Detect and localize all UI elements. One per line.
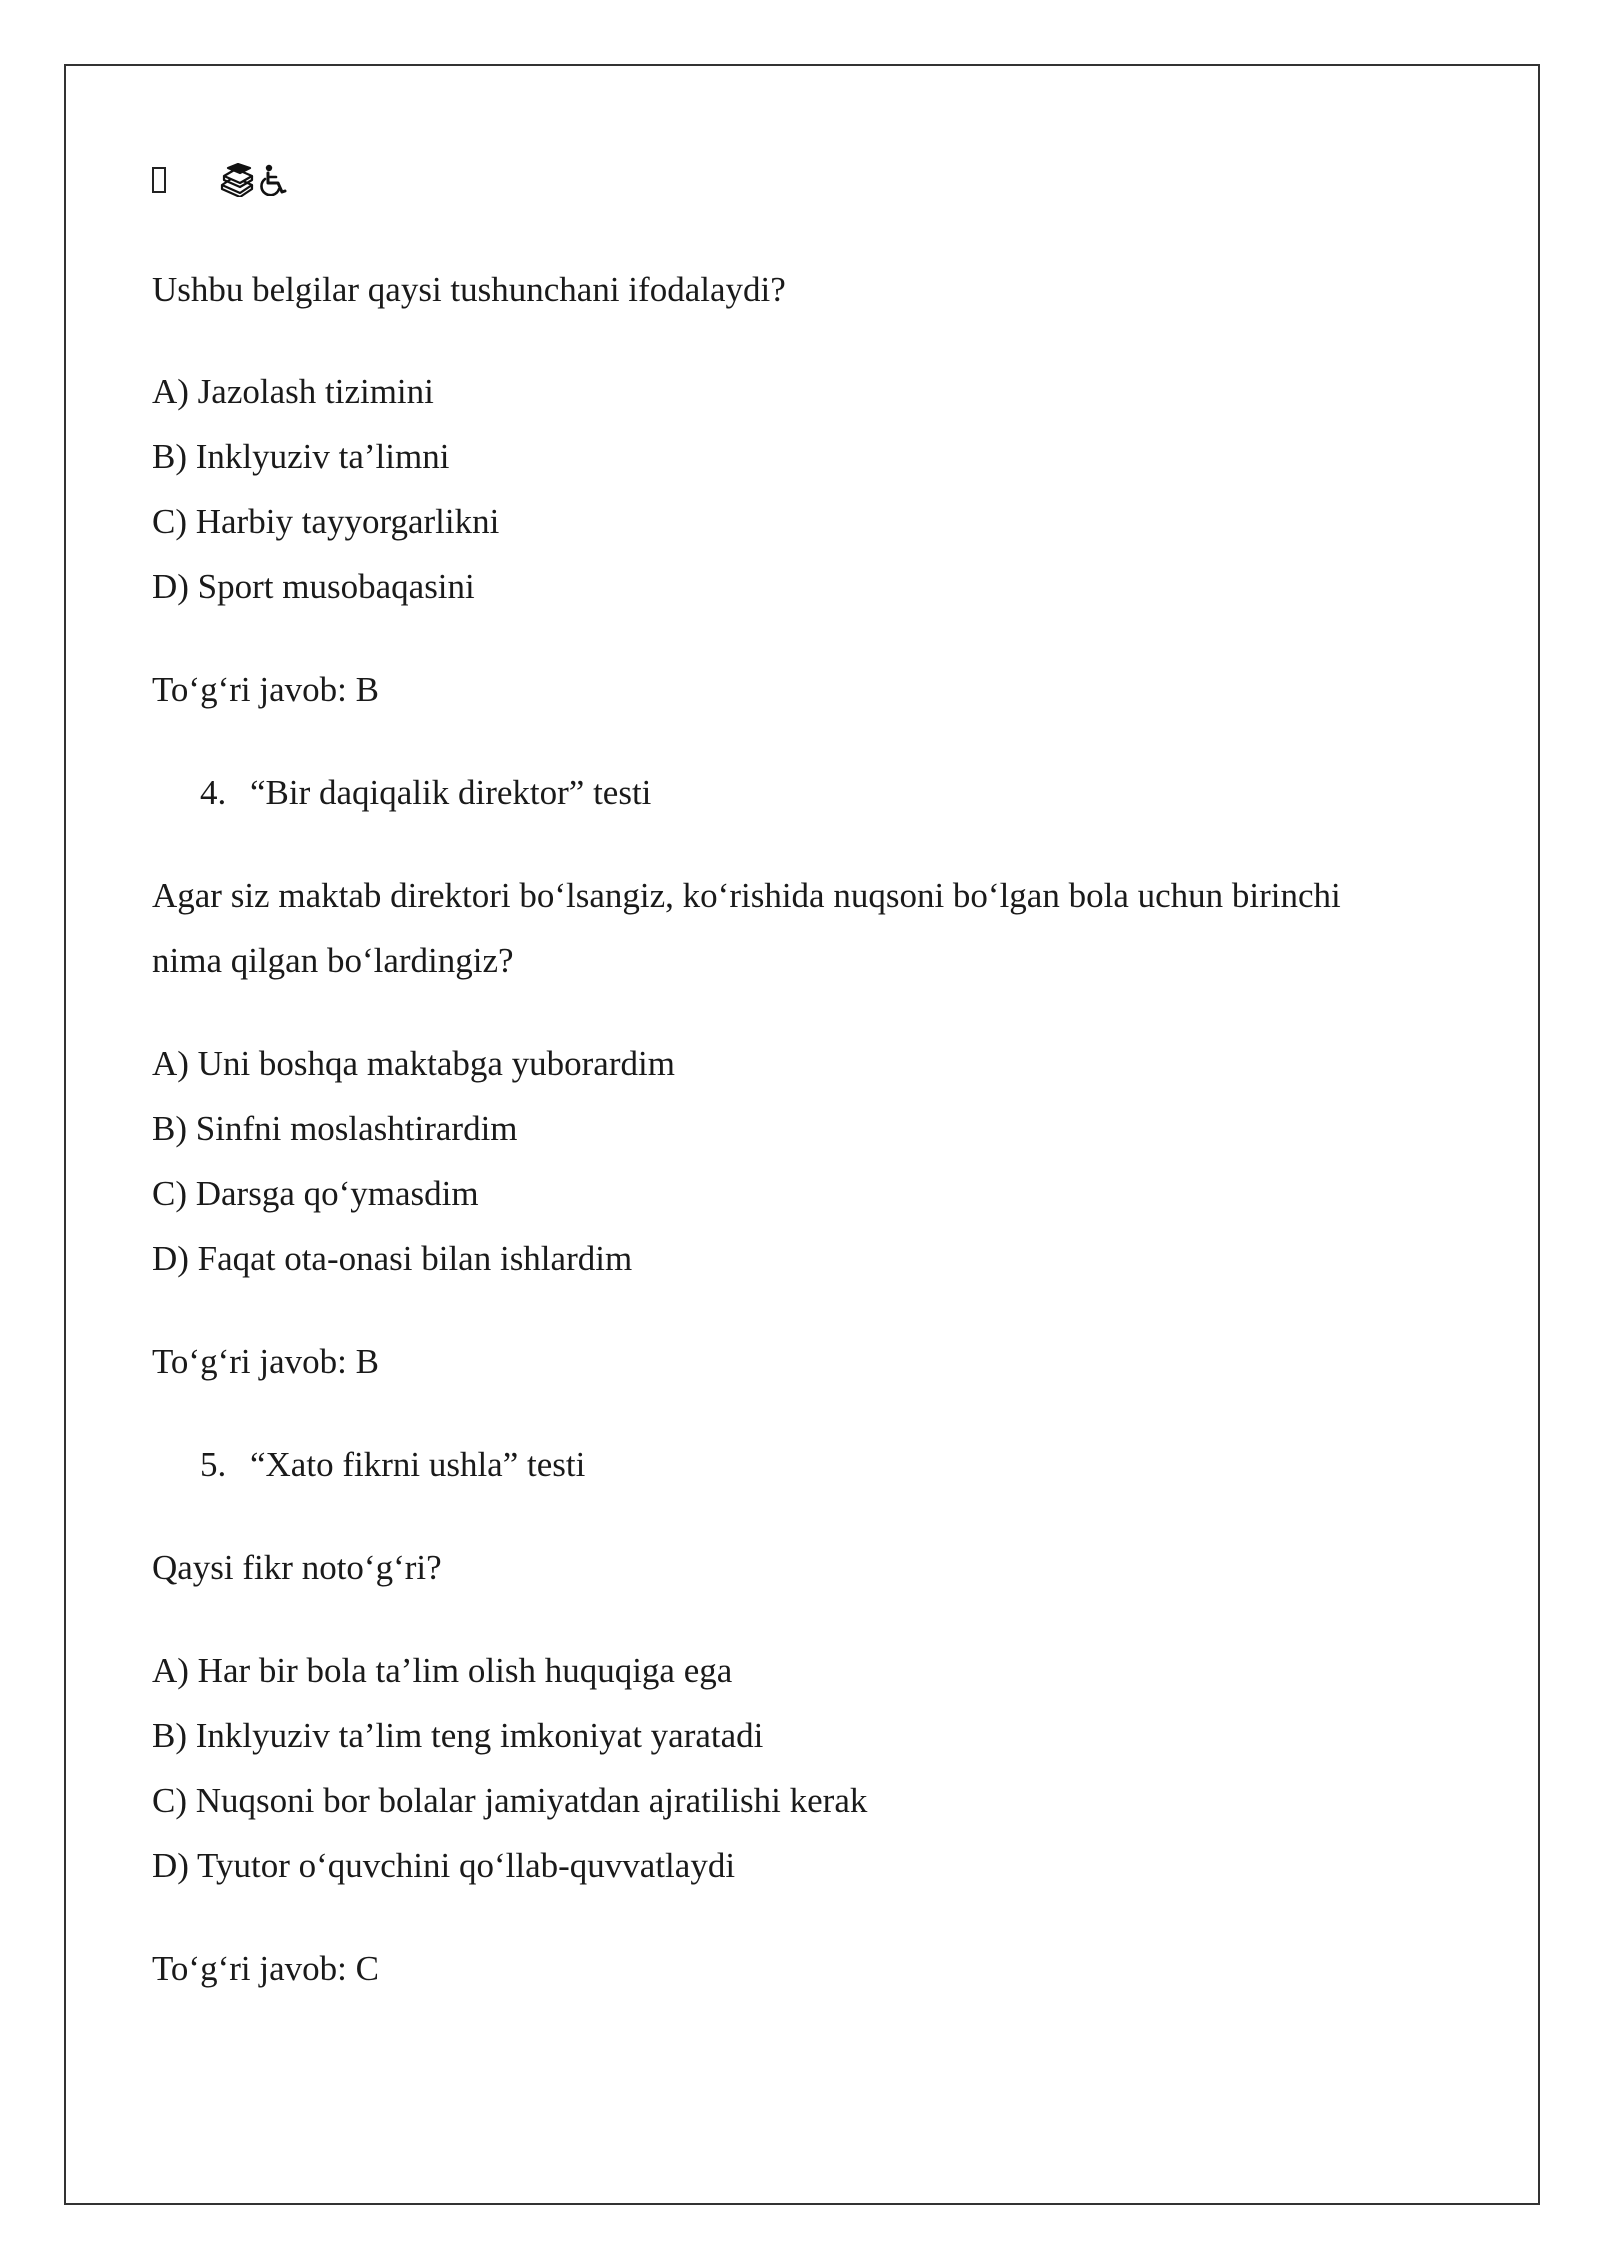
missing-glyph-icon [152,167,166,193]
option-a: A) Har bir bola ta’lim olish huquqiga ega [152,1651,733,1690]
question-text: Qaysi fikr noto‘g‘ri? [152,1548,442,1587]
option-b: B) Inklyuziv ta’lim teng imkoniyat yaratadi [152,1716,764,1755]
heading-number: 5. [200,1445,227,1484]
books-icon [218,163,256,197]
correct-answer: To‘g‘ri javob: B [152,1342,379,1381]
wheelchair-icon [260,164,288,196]
heading-number: 4. [200,773,227,812]
option-c: C) Harbiy tayyorgarlikni [152,502,500,541]
option-a: A) Jazolash tizimini [152,372,434,411]
question-text-line-2: nima qilgan bo‘lardingiz? [152,941,514,980]
option-a: A) Uni boshqa maktabga yuborardim [152,1044,675,1083]
option-c: C) Nuqsoni bor bolalar jamiyatdan ajratilishi kerak [152,1781,868,1820]
correct-answer: To‘g‘ri javob: B [152,670,379,709]
correct-answer: To‘g‘ri javob: C [152,1949,379,1988]
option-d: D) Faqat ota-onasi bilan ishlardim [152,1239,633,1278]
option-d: D) Tyutor o‘quvchini qo‘llab-quvvatlaydi [152,1846,736,1885]
option-b: B) Sinfni moslashtirardim [152,1109,518,1148]
question-text: Ushbu belgilar qaysi tushunchani ifodalaydi? [152,270,786,309]
heading-title: “Bir daqiqalik direktor” testi [250,773,652,812]
option-c: C) Darsga qo‘ymasdim [152,1174,479,1213]
numbered-heading [200,1445,585,1485]
option-b: B) Inklyuziv ta’limni [152,437,450,476]
numbered-heading [200,773,651,813]
question-text-line-1: Agar siz maktab direktori bo‘lsangiz, ko‘rishida nuqsoni bo‘lgan bola uchun birinchi [152,876,1341,915]
icon-row [152,160,288,200]
heading-title: “Xato fikrni ushla” testi [250,1445,586,1484]
option-d: D) Sport musobaqasini [152,567,475,606]
